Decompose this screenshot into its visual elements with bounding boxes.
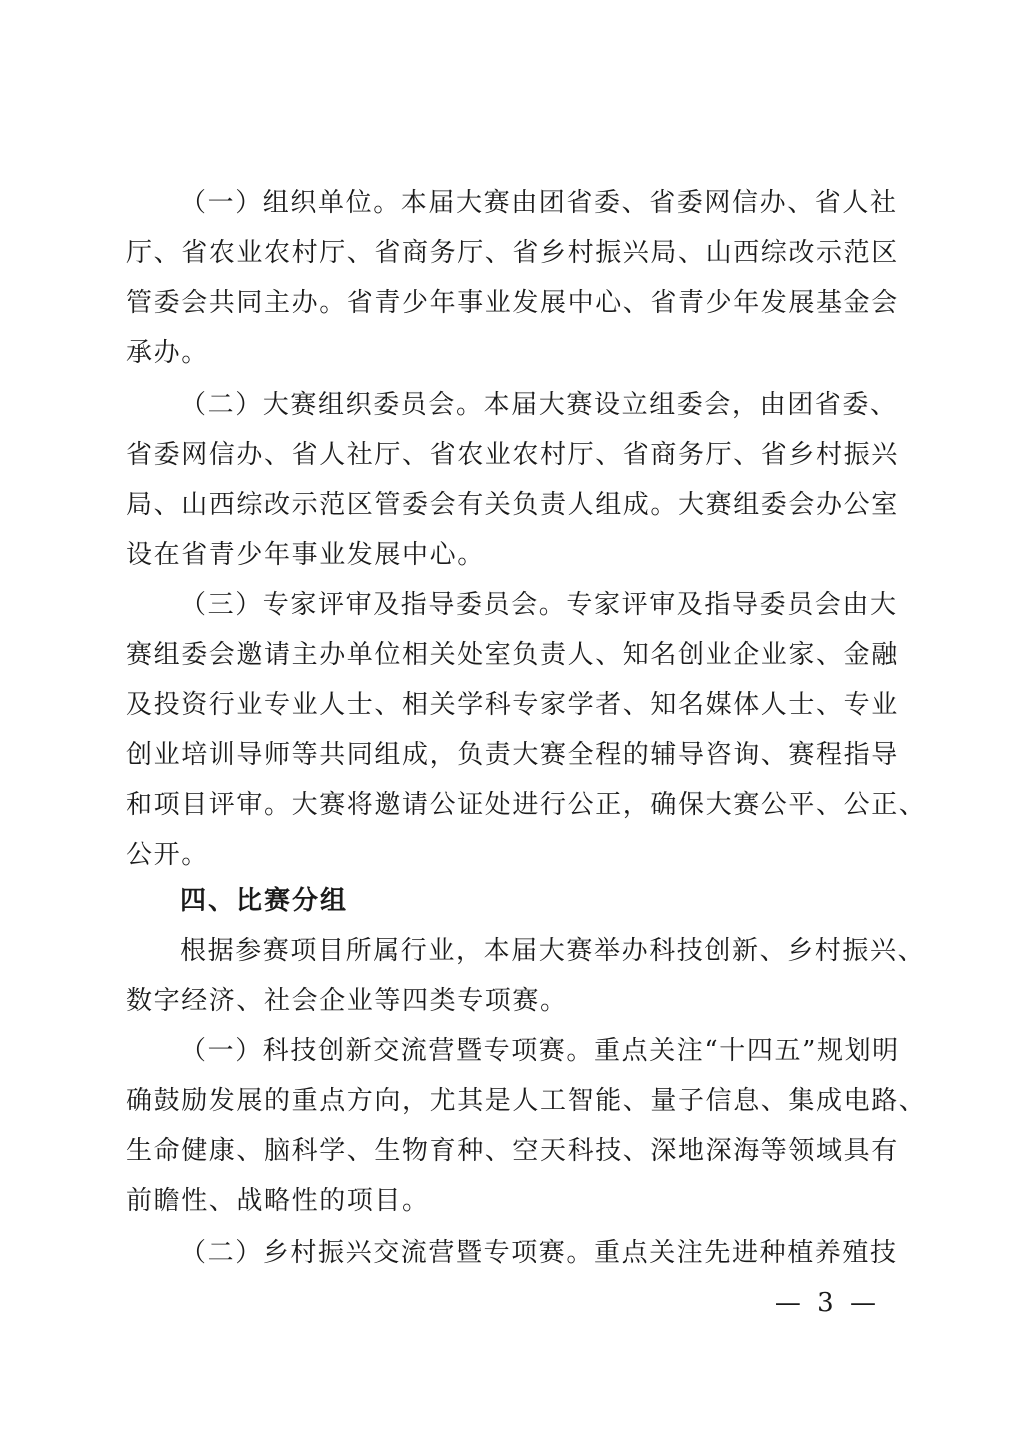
paragraph-line: （一）组织单位。本届大赛由团省委、省委网信办、省人社 [180,188,898,218]
paragraph-line: 前瞻性、战略性的项目。 [126,1186,430,1216]
paragraph-line: 局、山西综改示范区管委会有关负责人组成。大赛组委会办公室 [126,490,899,520]
paragraph-line: （二）乡村振兴交流营暨专项赛。重点关注先进种植养殖技 [180,1238,898,1268]
paragraph-line: 及投资行业专业人士、相关学科专家学者、知名媒体人士、专业 [126,690,899,720]
paragraph-line: 和项目评审。大赛将邀请公证处进行公正，确保大赛公平、公正、 [126,790,927,820]
paragraph-line: 管委会共同主办。省青少年事业发展中心、省青少年发展基金会 [126,288,899,318]
paragraph-line: 数字经济、社会企业等四类专项赛。 [126,986,568,1016]
paragraph-line: 确鼓励发展的重点方向，尤其是人工智能、量子信息、集成电路、 [126,1086,927,1116]
paragraph-line: （二）大赛组织委员会。本届大赛设立组委会，由团省委、 [180,390,898,420]
page-number: — 3 — [774,1288,880,1318]
paragraph-line: 根据参赛项目所属行业，本届大赛举办科技创新、乡村振兴、 [180,936,926,966]
paragraph-line: 省委网信办、省人社厅、省农业农村厅、省商务厅、省乡村振兴 [126,440,899,470]
paragraph-line: （三）专家评审及指导委员会。专家评审及指导委员会由大 [180,590,898,620]
paragraph-line: 公开。 [126,840,209,870]
paragraph-line: 创业培训导师等共同组成，负责大赛全程的辅导咨询、赛程指导 [126,740,899,770]
paragraph-line: （一）科技创新交流营暨专项赛。重点关注“十四五”规划明 [180,1036,900,1066]
paragraph-line: 设在省青少年事业发展中心。 [126,540,485,570]
paragraph-line: 生命健康、脑科学、生物育种、空天科技、深地深海等领域具有 [126,1136,899,1166]
section-heading: 四、比赛分组 [180,886,349,916]
paragraph-line: 厅、省农业农村厅、省商务厅、省乡村振兴局、山西综改示范区 [126,238,899,268]
paragraph-line: 承办。 [126,338,209,368]
paragraph-line: 赛组委会邀请主办单位相关处室负责人、知名创业企业家、金融 [126,640,899,670]
